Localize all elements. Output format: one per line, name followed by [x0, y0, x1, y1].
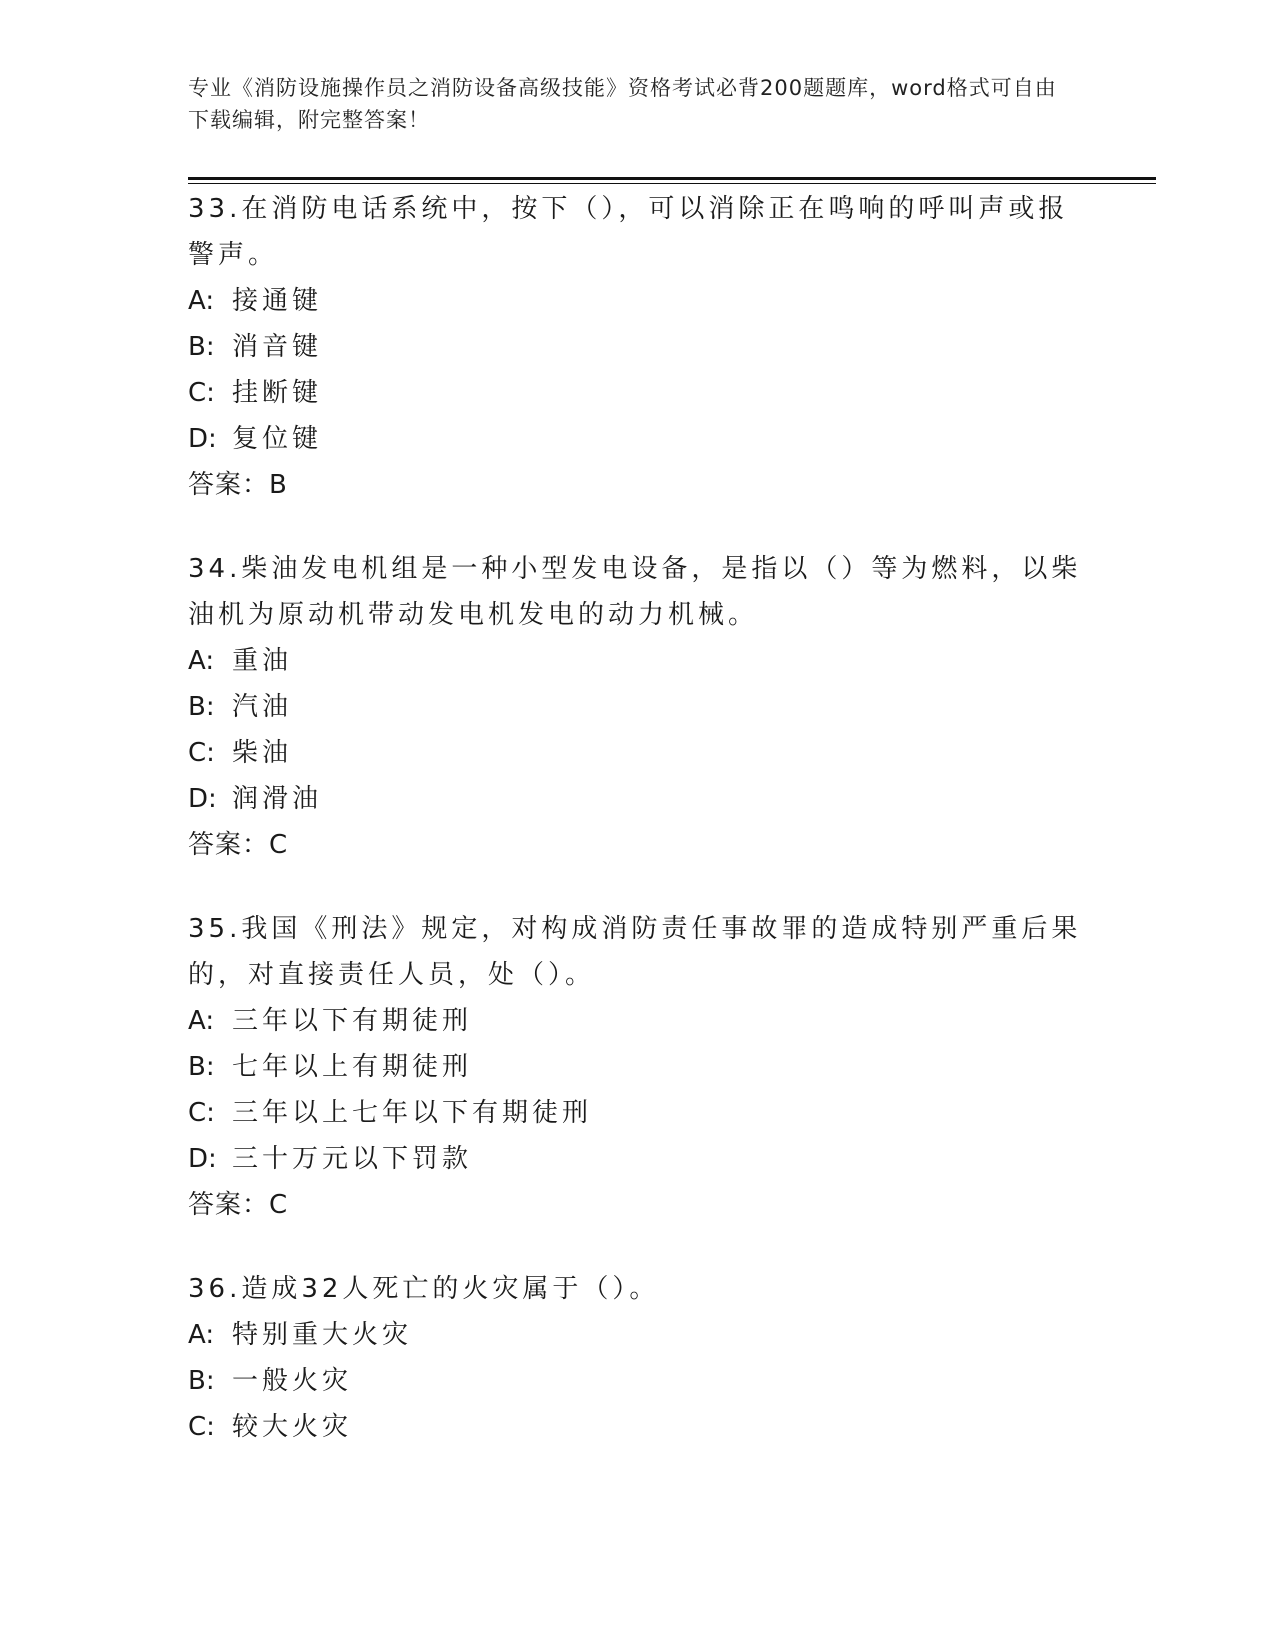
option-b [188, 684, 1088, 730]
option-c [188, 1404, 1088, 1450]
option-letter: D: [188, 424, 217, 454]
option-letter: C: [188, 1412, 215, 1442]
option-letter: A: [188, 1006, 215, 1036]
option-letter: B: [188, 1366, 215, 1396]
question-stem: 36.造成32人死亡的火灾属于（）。 [188, 1274, 660, 1304]
question-33 [188, 186, 1088, 508]
option-text: 三年以上七年以下有期徒刑 [232, 1098, 593, 1128]
option-text: 特别重大火灾 [232, 1320, 413, 1350]
option-text: 接通键 [232, 286, 323, 316]
option-letter: C: [188, 738, 215, 768]
question-36 [188, 1266, 1088, 1450]
option-a [188, 278, 1088, 324]
question-stem: 33.在消防电话系统中，按下（），可以消除正在鸣响的呼叫声或报警声。 [188, 194, 1069, 270]
option-d [188, 1136, 1088, 1182]
option-letter: B: [188, 692, 215, 722]
question-stem: 34.柴油发电机组是一种小型发电设备，是指以（）等为燃料，以柴油机为原动机带动发电机发电的动力机械。 [188, 554, 1082, 630]
option-text: 三年以下有期徒刑 [232, 1006, 473, 1036]
question-34 [188, 546, 1088, 868]
option-d [188, 416, 1088, 462]
option-a [188, 998, 1088, 1044]
option-a [188, 1312, 1088, 1358]
option-d [188, 776, 1088, 822]
header-divider-thick [188, 177, 1156, 180]
header-divider-thin [188, 183, 1156, 184]
option-text: 七年以上有期徒刑 [232, 1052, 473, 1082]
question-35 [188, 906, 1088, 1228]
answer-line: 答案：C [188, 830, 289, 860]
option-c [188, 1090, 1088, 1136]
option-text: 挂断键 [232, 378, 323, 408]
option-letter: C: [188, 1098, 215, 1128]
option-letter: A: [188, 646, 215, 676]
option-text: 消音键 [232, 332, 323, 362]
option-text: 柴油 [232, 738, 293, 768]
option-letter: A: [188, 286, 215, 316]
option-text: 润滑油 [232, 784, 323, 814]
option-letter: D: [188, 784, 217, 814]
option-text: 重油 [232, 646, 293, 676]
option-c [188, 370, 1088, 416]
option-letter: D: [188, 1144, 217, 1174]
document-header: 专业《消防设施操作员之消防设备高级技能》资格考试必背200题题库，word格式可自由下载编辑，附完整答案！ [188, 76, 1057, 132]
option-text: 复位键 [232, 424, 323, 454]
option-b [188, 1044, 1088, 1090]
option-text: 三十万元以下罚款 [232, 1144, 473, 1174]
option-text: 一般火灾 [232, 1366, 353, 1396]
answer-line: 答案：B [188, 470, 288, 500]
option-c [188, 730, 1088, 776]
option-b [188, 1358, 1088, 1404]
option-text: 汽油 [232, 692, 293, 722]
option-letter: B: [188, 1052, 215, 1082]
option-a [188, 638, 1088, 684]
option-b [188, 324, 1088, 370]
option-letter: A: [188, 1320, 215, 1350]
question-stem: 35.我国《刑法》规定，对构成消防责任事故罪的造成特别严重后果的，对直接责任人员，处（）。 [188, 914, 1082, 990]
option-letter: C: [188, 378, 215, 408]
option-letter: B: [188, 332, 215, 362]
answer-line: 答案：C [188, 1190, 289, 1220]
option-text: 较大火灾 [232, 1412, 353, 1442]
